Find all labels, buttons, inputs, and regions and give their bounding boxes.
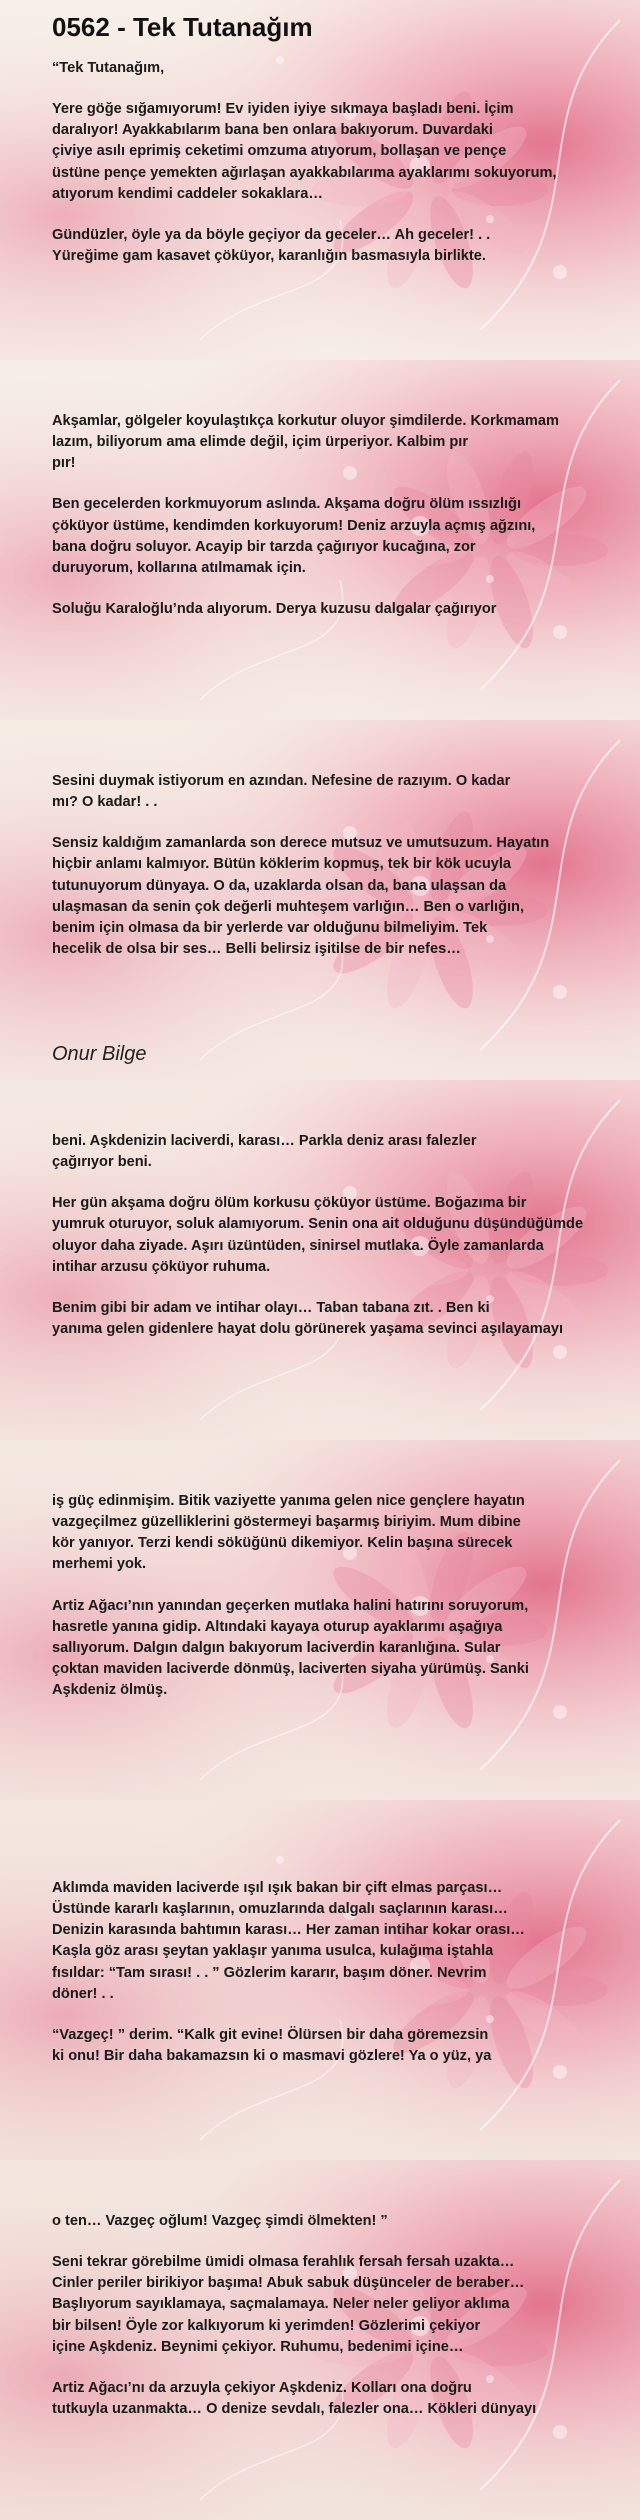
paragraph: beni. Aşkdenizin laciverdi, karası… Parkla deniz arası falezler çağırıyor beni.: [52, 1133, 477, 1171]
paragraph: Gündüzler, öyle ya da böyle geçiyor da geceler… Ah geceler! . . Yüreğime gam kasavet çöküyor, karanlığın basmasıyla birlikte.: [52, 226, 491, 265]
paragraph: Artiz Ağacı’nı da arzuyla çekiyor Aşkdeniz. Kolları ona doğru tutkuyla uzanmakta… O denize sevdalı, falezler ona… Kökleri dünyayı: [52, 2379, 537, 2418]
paragraph: “Vazgeç! ” derim. “Kalk git evine! Ölürsen bir daha göremezsin ki onu! Bir daha bakamazsın ki o masmavi gözlere! Ya o yüz, ya: [52, 2026, 492, 2065]
paragraph: o ten… Vazgeç oğlum! Vazgeç şimdi ölmekten! ”: [52, 2213, 388, 2229]
text-section-5: [52, 1491, 640, 1721]
paragraph: Benim gibi bir adam ve intihar olayı… Taban tabana zıt. . Ben ki yanıma gelen gidenlere hayat dolu görünerek yaşama sevinci aşılayamayı: [52, 1299, 564, 1338]
text-section-3: [52, 771, 640, 980]
paragraph: Aklımda maviden laciverde ışıl ışık bakan bir çift elmas parçası… Üstünde kararlı kaşlarının, omuzlarında dalgalı saçlarının karası… Denizin karasında bahtımın karası… Her zaman intihar kokar orası… Kaşla göz arası şeytan yaklaşır yanıma usulca, kulağıma iştahla fısıldar: “Tam sırası! . . ” Gözlerim kararır, başım döner. Nevrim döner! . .: [52, 1880, 525, 2002]
paragraph: Sensiz kaldığım zamanlarda son derece mutsuz ve umutsuzum. Hayatın hiçbir anlamı kalmıyor. Bütün köklerim kopmuş, tek bir kök ucuyla tutunuyorum dünyaya. O da, uzaklarda olsan da, bana ulaşsan da ulaşmasan da senin çok değerli muhteşem varlığın… Ben o varlığın, benim için olmasa da bir yerlerde var olduğunu bilmeliyim. Tek hecelik de olsa bir ses… Belli belirsiz işitilse de bir nefes…: [52, 835, 550, 958]
text-section-2: [52, 411, 640, 640]
paragraph: Akşamlar, gölgeler koyulaştıkça korkutur oluyor şimdilerde. Korkmamam lazım, biliyorum ama elimde değil, içim ürperiyor. Kalbim pır pır!: [52, 413, 559, 472]
paragraph: Her gün akşama doğru ölüm korkusu çöküyor üstüme. Boğazıma bir yumruk oturuyor, soluk alamıyorum. Senin ona ait olduğunu düşündüğümde oluyor daha ziyade. Aşırı üzüntüden, sinirsel mutlaka. Öyle zamanlarda intihar arzusu çöküyor ruhuma.: [52, 1195, 584, 1275]
text-section-6: [52, 1878, 640, 2087]
text-section-4: [52, 1131, 640, 1360]
paragraph: Ben gecelerden korkmuyorum aslında. Akşama doğru ölüm ıssızlığı çöküyor üstüme, kendimden korkuyorum! Deniz arzuyla açmış ağzını, bana doğru soluyor. Acayip bir tarzda çağırıyor kucağına, zor duruyorum, kollarına atılmamak için.: [52, 496, 536, 576]
paragraph: Yere göğe sığamıyorum! Ev iyiden iyiye sıkmaya başladı beni. İçim daralıyor! Ayakkabılarım bana ben onlara bakıyorum. Duvardaki çiviye asılı eprimiş ceketimi omzuma atıyorum, bollaşan ve pençe üstüne pençe yemekten ağırlaşan ayakkabılarıma ayaklarımı sokuyorum, atıyorum kendimi caddeler sokaklara…: [52, 101, 557, 202]
paragraph: Artiz Ağacı’nın yanından geçerken mutlaka halini hatırını soruyorum, hasretle yanına gidip. Altındaki kayaya oturup ayaklarımı aşağıya sallıyorum. Dalgın dalgın bakıyorum laciverdin karanlığına. Sular çoktan maviden laciverde dönmüş, laciverten siyaha yürümüş. Sanki Aşkdeniz ölmüş.: [52, 1597, 529, 1699]
paragraph: Soluğu Karaloğlu’nda alıyorum. Derya kuzusu dalgalar çağırıyor: [52, 601, 497, 618]
author-signature: Onur Bilge: [52, 1043, 147, 1065]
paragraph: Seni tekrar görebilme ümidi olmasa ferahlık fersah fersah uzakta… Cinler periler birikiyor başıma! Abuk sabuk düşünceler de beraber… Başlıyorum sayıklamaya, saçmalamaya. Neler neler geliyor aklıma bir bilsen! Öyle zor kalkıyorum ki yerimden! Gözlerimi çekiyor içine Aşkdeniz. Beynimi çekiyor. Ruhumu, bedenimi içine…: [52, 2254, 525, 2355]
paragraph: iş güç edinmişim. Bitik vaziyette yanıma gelen nice gençlere hayatın vazgeçilmez güzelliklerini göstermeyi başarmış biriyim. Mum dibine kör yanıyor. Terzi kendi söküğünü dikemiyor. Kelin başına sürecek merhemi yok.: [52, 1493, 525, 1573]
page-title: 0562 - Tek Tutanağım: [52, 12, 313, 42]
paragraph: “Tek Tutanağım,: [52, 60, 165, 76]
text-section-7: [52, 2211, 640, 2440]
text-section-1: [52, 58, 640, 287]
paragraph: Sesini duymak istiyorum en azından. Nefesine de razıyım. O kadar mı? O kadar! . .: [52, 773, 511, 811]
